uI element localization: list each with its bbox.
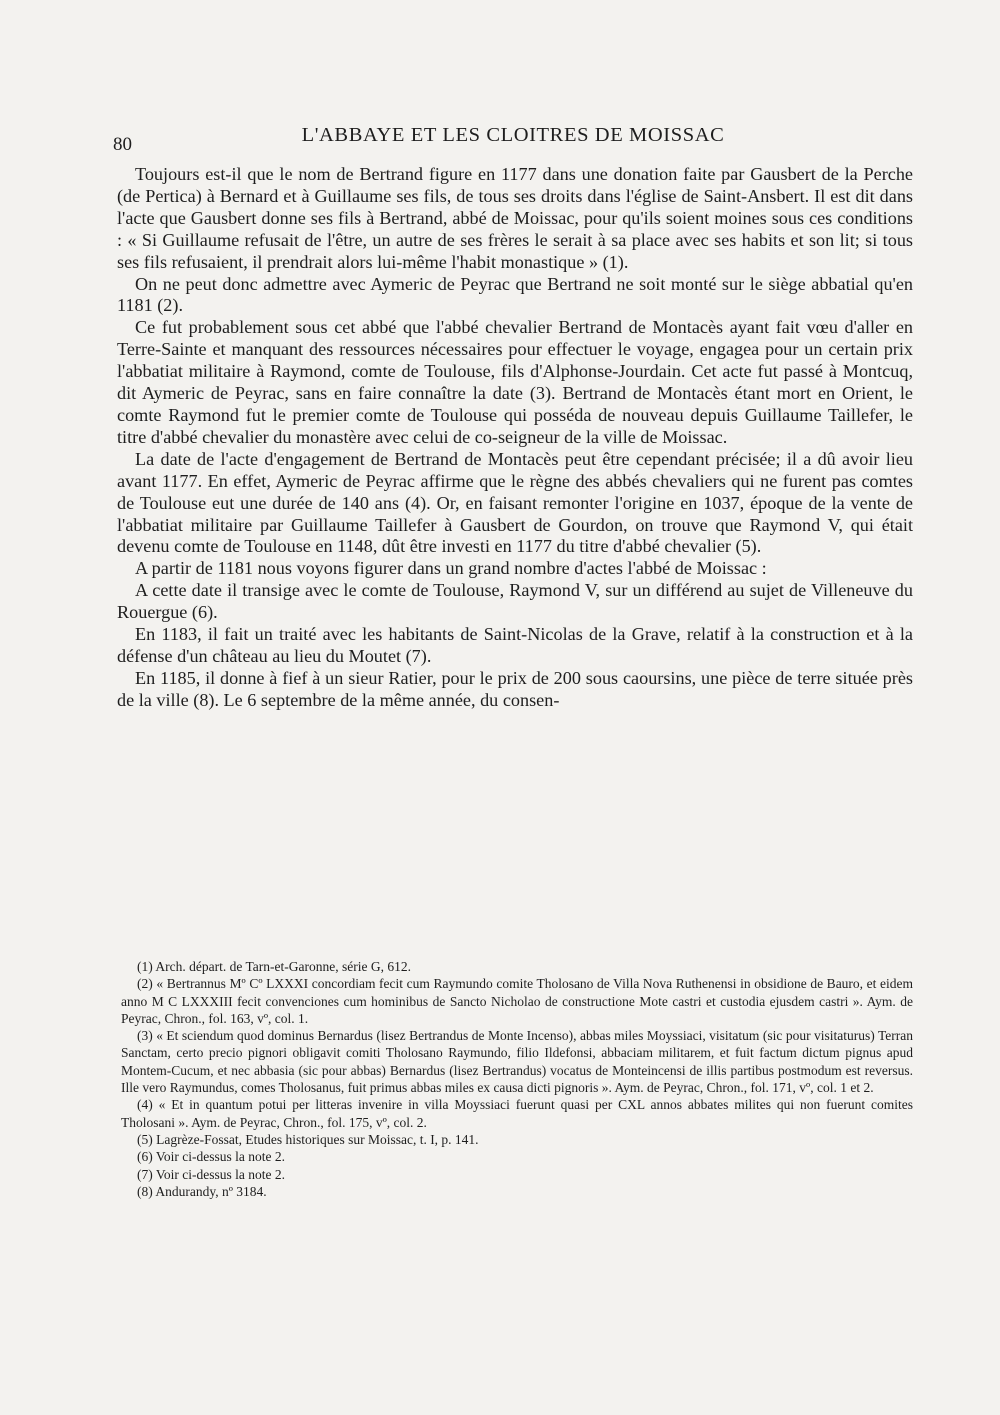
paragraph: On ne peut donc admettre avec Aymeric de Peyrac que Bertrand ne soit monté sur le siège abbatial qu'en 1181 (2).	[117, 273, 913, 316]
footnote: (7) Voir ci-dessus la note 2.	[137, 1166, 285, 1182]
page-number: 80	[113, 134, 132, 155]
footnote: (4) « Et in quantum potui per litteras invenire in villa Moyssiaci fuerunt quasi per CXL annos abbates milites qui non fuerunt comites Tholosani ». Aym. de Peyrac, Chron., fol. 175, vº, col. 2.	[121, 1097, 913, 1130]
paragraph: En 1185, il donne à fief à un sieur Ratier, pour le prix de 200 sous caoursins, une pièce de terre située près de la ville (8). Le 6 septembre de la même année, du consen-	[117, 667, 913, 710]
footnote: (6) Voir ci-dessus la note 2.	[137, 1149, 285, 1165]
footnote: (1) Arch. départ. de Tarn-et-Garonne, série G, 612.	[137, 959, 411, 974]
paragraph: En 1183, il fait un traité avec les habitants de Saint-Nicolas de la Grave, relatif à la construction et à la défense d'un château au lieu du Moutet (7).	[117, 624, 913, 666]
paragraph: A partir de 1181 nous voyons figurer dans un grand nombre d'actes l'abbé de Moissac :	[135, 558, 767, 579]
paragraph: La date de l'acte d'engagement de Bertrand de Montacès peut être cependant précisée; il a dû avoir lieu avant 1177. En effet, Aymeric de Peyrac affirme que le règne des abbés chevaliers qui ne furent pas comtes de Toulouse eut une durée de 140 ans (4). Or, en faisant remonter l'origine en 1037, époque de la vente de l'abbatiat militaire par Guillaume Taillefer à Gausbert de Gourdon, on trouve que Raymond V, qui était devenu comte de Toulouse en 1148, dût être investi en 1177 du titre d'abbé chevalier (5).	[117, 448, 913, 557]
footnotes	[121, 958, 913, 1200]
footnote: (2) « Bertrannus Mº Cº LXXXI concordiam fecit cum Raymundo comite Tholosano de Villa Nova Ruthenensi in obsidione de Bauro, et eidem anno M C LXXXIII fecit convenciones cum hominibus de Sancto Nicholao de constructione Mote castri et custodia ejusdem castri ». Aym. de Peyrac, Chron., fol. 163, vº, col. 1.	[121, 976, 913, 1026]
paragraph: A cette date il transige avec le comte de Toulouse, Raymond V, sur un différend au sujet de Villeneuve du Rouergue (6).	[117, 580, 913, 623]
paragraph: Ce fut probablement sous cet abbé que l'abbé chevalier Bertrand de Montacès ayant fait vœu d'aller en Terre-Sainte et manquant des ressources nécessaires pour effectuer le voyage, engagea pour un certain prix l'abbatiat militaire à Raymond, comte de Toulouse, fils d'Alphonse-Jourdain. Cet acte fut passé à Montcuq, dit Aymeric de Peyrac, sans en faire connaître la date (3). Bertrand de Montacès étant mort en Orient, le comte Raymond fut le premier comte de Toulouse qui posséda de nouveau depuis Guillaume Taillefer, le titre d'abbé chevalier du monastère avec celui de co-seigneur de la ville de Moissac.	[117, 317, 913, 447]
paragraph: Toujours est-il que le nom de Bertrand figure en 1177 dans une donation faite par Gausbert de la Perche (de Pertica) à Bernard et à Guillaume ses fils, de tous ses droits dans l'église de Saint-Ansbert. Il est dit dans l'acte que Gausbert donne ses fils à Bertrand, abbé de Moissac, pour qu'ils soient moines sous ces conditions : « Si Guillaume refusait de l'être, un autre de ses frères le serait à sa place avec ses habits et son lit; si tous ses fils refusaient, il prendrait alors lui-même l'habit monastique » (1).	[117, 164, 913, 272]
footnote: (8) Andurandy, nº 3184.	[137, 1183, 267, 1199]
footnote: (5) Lagrèze-Fossat, Etudes historiques sur Moissac, t. I, p. 141.	[137, 1131, 479, 1147]
page-header	[113, 124, 913, 154]
body-text	[117, 164, 913, 712]
running-title: L'ABBAYE ET LES CLOITRES DE MOISSAC	[301, 124, 725, 146]
footnote: (3) « Et sciendum quod dominus Bernardus (lisez Bertrandus de Monte Incenso), abbas miles Moyssiaci, visitatum (sic pour visitaturus) Terran Sanctam, certo precio pignori obligavit comiti Tholosano Raymundo, filio Ildefonsi, abbaciam militarem, et fuit factum dictum pignus apud Montem-Cucum, et nec abbasia (sic pour abbas) Bernardus (lisez Bertrandus) vocatus de Monteincensi de illis partibus postmodum est reversus. Ille vero Raymundus, comes Tholosanus, fuit primus abbas miles ex causa dicti pignoris ». Aym. de Peyrac, Chron., fol. 171, vº, col. 1 et 2.	[121, 1028, 913, 1096]
